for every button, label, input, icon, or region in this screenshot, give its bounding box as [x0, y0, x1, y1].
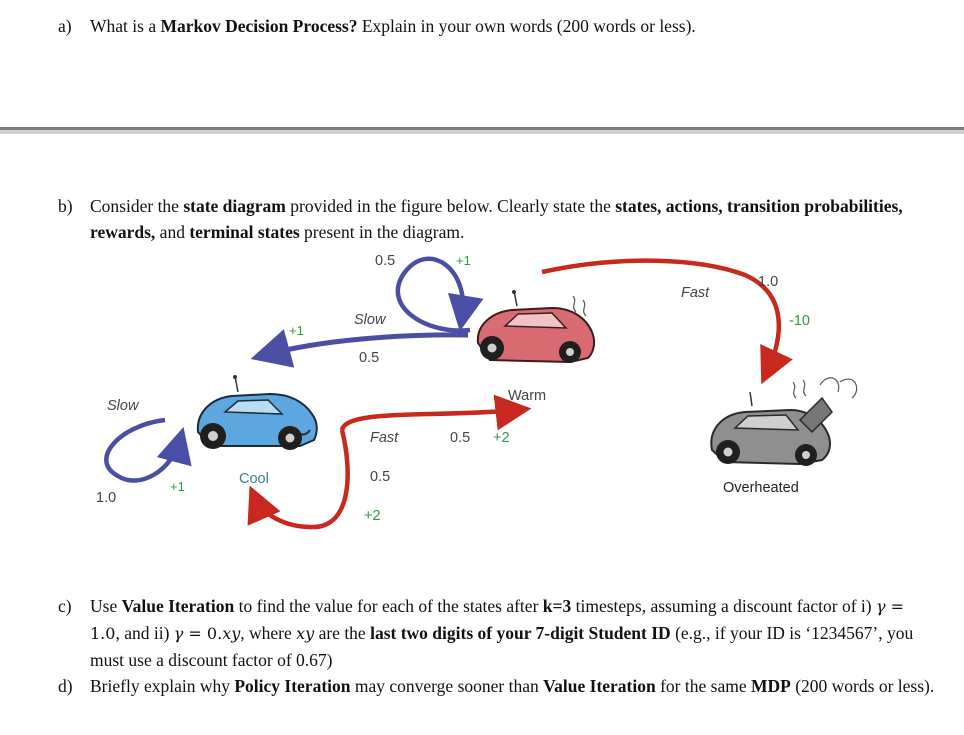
arrow-fast-cool-to-warm	[342, 410, 518, 430]
label-fast-cool: Fast	[370, 430, 399, 446]
car-warm-icon	[478, 290, 594, 363]
label-slow-warm: Slow	[354, 312, 386, 328]
state-warm-label: Warm	[508, 388, 547, 404]
question-c-text: Use Value Iteration to find the value for each of the states after k=3 timesteps, assuming a discount factor of i) γ = 1.0, and ii) γ = 0.xy, where xy are the last two digits of your 7-digit Student ID (e.g., if your ID is ‘1234567’, you must use a discount factor of 0.67)	[90, 596, 914, 670]
label-fast-warm: Fast	[681, 285, 710, 301]
label-slow-warm-back-reward: +1	[289, 323, 304, 338]
state-overheated-label: Overheated	[723, 480, 799, 496]
label-fast-warm-reward: -10	[789, 313, 810, 329]
label-fast-cool-warm-reward: +2	[493, 430, 510, 446]
question-a-label: a)	[58, 16, 72, 36]
question-d	[58, 673, 938, 699]
state-cool-label: Cool	[239, 471, 269, 487]
label-fast-warm-prob: 1.0	[758, 274, 779, 290]
question-c-label: c)	[58, 596, 72, 616]
question-a-text: What is a Markov Decision Process? Explain in your own words (200 words or less).	[90, 16, 696, 36]
question-b-text: Consider the state diagram provided in the figure below. Clearly state the states, actions, transition probabilities, rewards, and terminal states present in the diagram.	[90, 196, 903, 242]
arrow-slow-warm-self	[398, 259, 470, 331]
question-d-text: Briefly explain why Policy Iteration may converge sooner than Value Iteration for the same MDP (200 words or less).	[90, 676, 935, 696]
question-c	[58, 593, 938, 673]
label-fast-cool-warm-prob: 0.5	[450, 430, 471, 446]
label-slow-cool-reward: +1	[170, 479, 185, 494]
car-cool-icon	[198, 375, 317, 450]
question-b-label: b)	[58, 196, 73, 216]
label-slow-cool: Slow	[107, 398, 139, 414]
label-slow-warm-self-reward: +1	[456, 253, 471, 268]
label-slow-cool-prob: 1.0	[96, 490, 117, 506]
label-fast-cool-self-reward: +2	[364, 508, 381, 524]
arrow-slow-cool-self	[106, 420, 180, 481]
label-slow-warm-back-prob: 0.5	[359, 350, 380, 366]
car-overheated-icon	[711, 378, 856, 466]
label-slow-warm-self-prob: 0.5	[375, 253, 396, 269]
question-d-label: d)	[58, 676, 73, 696]
label-fast-cool-self-prob: 0.5	[370, 469, 391, 485]
